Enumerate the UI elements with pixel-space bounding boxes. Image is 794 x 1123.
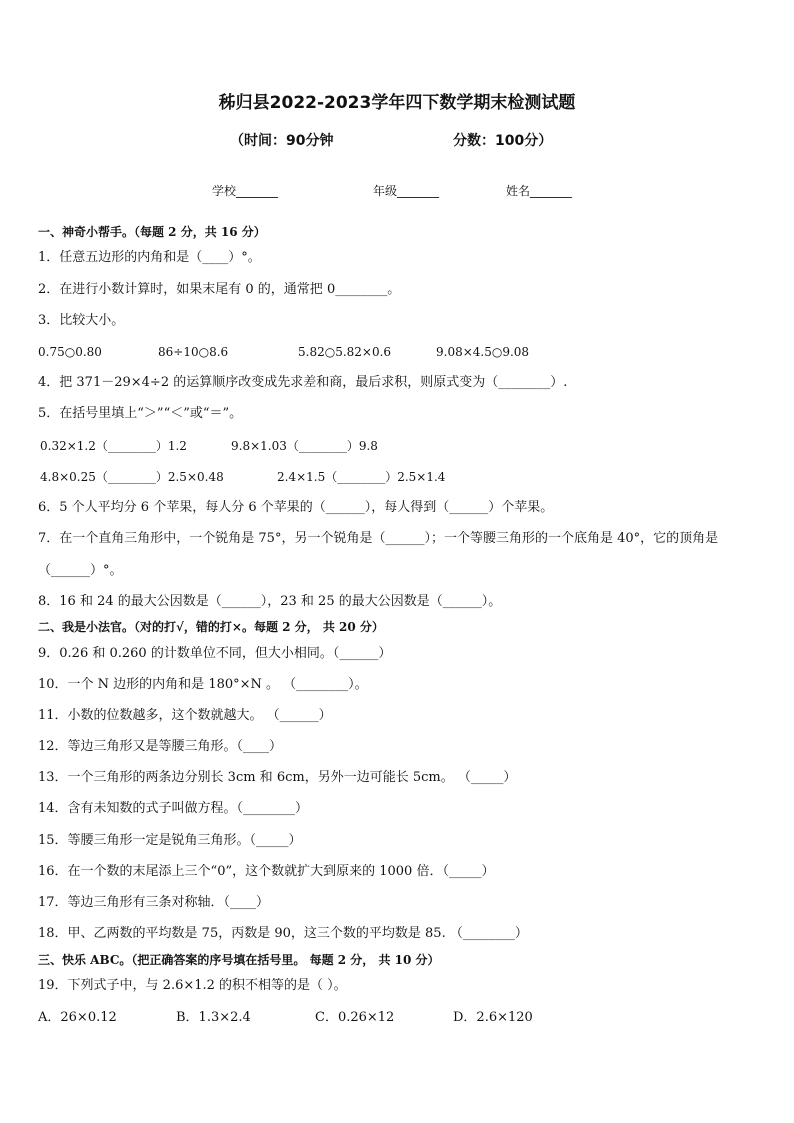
exam-score: 分数：100分）: [453, 133, 553, 149]
question-11: 11．小数的位数越多，这个数就越大。 （______）: [38, 708, 332, 723]
question-18: 18．甲、乙两数的平均数是 75，丙数是 90，这三个数的平均数是 85. （________）: [38, 926, 528, 941]
question-19: 19．下列式子中，与 2.6×1.2 的积不相等的是（ ）。: [38, 978, 347, 993]
section-heading-1: 一、神奇小帮手。（每题 2 分，共 16 分）: [38, 225, 266, 239]
question-2: 2．在进行小数计算时，如果末尾有 0 的，通常把 0________。: [38, 282, 401, 297]
question-10: 10．一个 N 边形的内角和是 180°×N 。 （________）。: [38, 677, 368, 692]
question-12: 12．等边三角形又是等腰三角形。（____）: [38, 739, 283, 754]
question-5: 5．在括号里填上“＞”“＜”或“＝”。: [38, 406, 243, 421]
q5-item-3: 4.8×0.25（________）2.5×0.48: [40, 470, 224, 484]
exam-title: 秭归县2022-2023学年四下数学期末检测试题: [218, 93, 576, 113]
question-15: 15．等腰三角形一定是锐角三角形。（_____）: [38, 833, 302, 848]
question-1: 1．任意五边形的内角和是（____）°。: [38, 250, 261, 265]
question-7-cont: （______）°。: [38, 563, 123, 578]
q3-item-2: 86÷10○8.6: [158, 345, 229, 359]
question-13: 13．一个三角形的两条边分别长 3cm 和 6cm，另外一边可能长 5cm。 （_____）: [38, 770, 517, 785]
q3-item-3: 5.82○5.82×0.6: [298, 345, 392, 359]
section-heading-3: 三、快乐 ABC。（把正确答案的序号填在括号里。 每题 2 分， 共 10 分）: [38, 953, 440, 967]
q19-option-d: D．2.6×120: [453, 1010, 533, 1025]
q19-option-b: B．1.3×2.4: [176, 1010, 251, 1025]
q19-option-c: C．0.26×12: [315, 1010, 395, 1025]
question-3: 3．比较大小。: [38, 313, 125, 328]
question-9: 9．0.26 和 0.260 的计数单位不同，但大小相同。（______）: [38, 646, 392, 661]
q3-item-1: 0.75○0.80: [38, 345, 102, 359]
name-field[interactable]: 姓名_______: [506, 184, 573, 198]
question-7: 7．在一个直角三角形中，一个锐角是 75°，另一个锐角是（______）；一个等腰三角形的一个底角是 40°，它的顶角是: [38, 531, 719, 546]
q3-item-4: 9.08×4.5○9.08: [436, 345, 530, 359]
question-6: 6．5 个人平均分 6 个苹果，每人分 6 个苹果的（______），每人得到（______）个苹果。: [38, 500, 554, 515]
school-field[interactable]: 学校_______: [212, 184, 279, 198]
exam-time: （时间：90分钟: [230, 133, 334, 149]
question-8: 8．16 和 24 的最大公因数是（______），23 和 25 的最大公因数是（______）。: [38, 594, 502, 609]
question-16: 16．在一个数的末尾添上三个“0”，这个数就扩大到原来的 1000 倍．（_____）: [38, 864, 495, 879]
q5-item-4: 2.4×1.5（________）2.5×1.4: [277, 470, 446, 484]
question-4: 4．把 371－29×4÷2 的运算顺序改变成先求差和商，最后求积，则原式变为（________）.: [38, 375, 568, 390]
question-17: 17．等边三角形有三条对称轴．（____）: [38, 895, 270, 910]
q5-item-1: 0.32×1.2（________）1.2: [40, 439, 187, 453]
q5-item-2: 9.8×1.03（________）9.8: [231, 439, 378, 453]
question-14: 14．含有未知数的式子叫做方程。（________）: [38, 801, 309, 816]
grade-field[interactable]: 年级_______: [373, 184, 440, 198]
q19-option-a: A．26×0.12: [38, 1010, 117, 1025]
section-heading-2: 二、我是小法官。（对的打√，错的打×。每题 2 分， 共 20 分）: [38, 620, 384, 634]
